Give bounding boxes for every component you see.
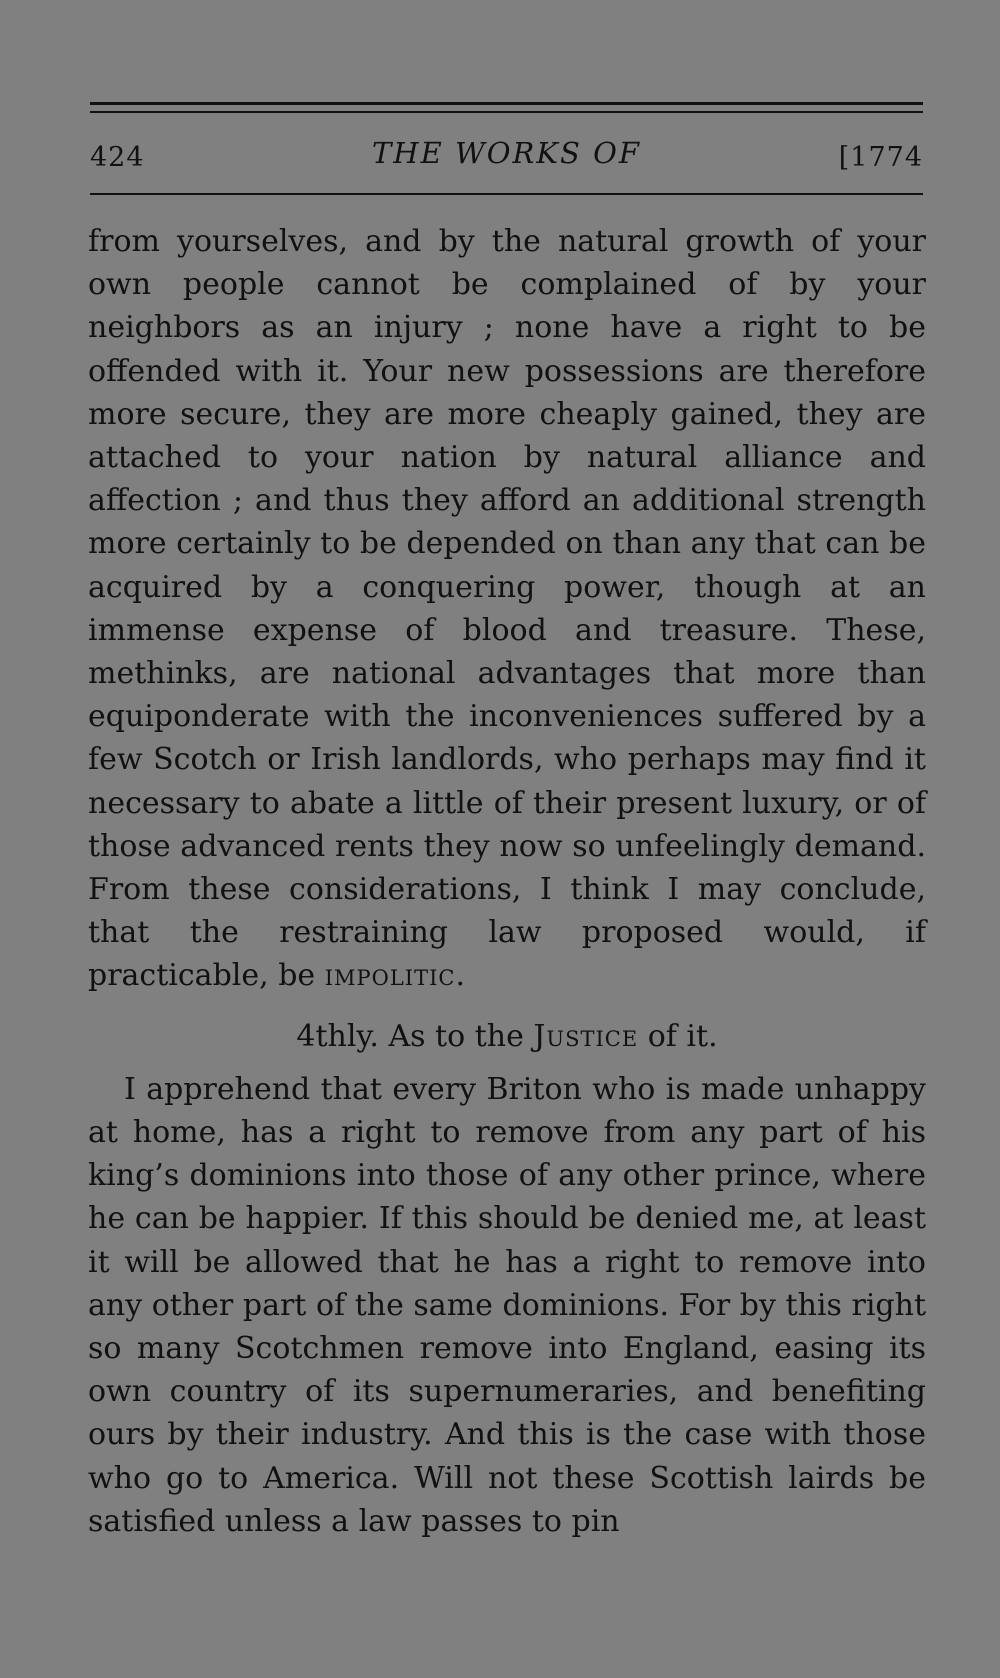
paragraph-continuation [88,220,926,998]
paragraph-text: from yourselves, and by the natural growth of your own people cannot be complained of by your neighbors as an injury ; none have a right to be offended with it. Your new possessions are therefore more secure, they are more cheaply gained, they are attached to your nation by natural alliance and affection ; and thus they afford an additional strength more certainly to be depended on than any that can be acquired by a conquering power, though at an immense expense of blood and treasure. These, methinks, are national advantages that more than equiponderate with the inconveniences suffered by a few Scotch or Irish landlords, who perhaps may find it necessary to abate a little of their present luxury, or of those advanced rents they now so unfeelingly demand. From these considerations, I think I may conclude, that the restraining law proposed would, if practicable, be [88,224,926,994]
section-heading [88,1015,926,1058]
running-year: [1774 [838,142,923,173]
heading-emphasis-justice: Justice [533,1018,639,1054]
heading-prefix: 4thly. As to the [296,1018,534,1054]
emphasis-impolitic: impolitic. [324,958,466,994]
top-rule-thick [90,102,923,105]
running-title: THE WORKS OF [371,136,642,170]
header-rule [90,193,923,195]
page-body [88,220,926,1543]
running-header [90,132,923,180]
heading-suffix: of it. [638,1018,718,1054]
paragraph-text: I apprehend that every Briton who is made unhappy at home, has a right to remove from any part of his king’s dominions into those of any other prince, where he can be happier. If this should be denied me, at least it will be allowed that he has a right to remove into any other part of the same dominions. For by this right so many Scotchmen remove into England, easing its own country of its supernumeraries, and benefiting ours by their industry. And this is the case with those who go to America. Will not these Scottish lairds be satisfied unless a law passes to pin [88,1071,926,1539]
top-rule-thin [90,111,923,113]
paragraph-justice [88,1068,926,1543]
page-number: 424 [90,142,145,173]
